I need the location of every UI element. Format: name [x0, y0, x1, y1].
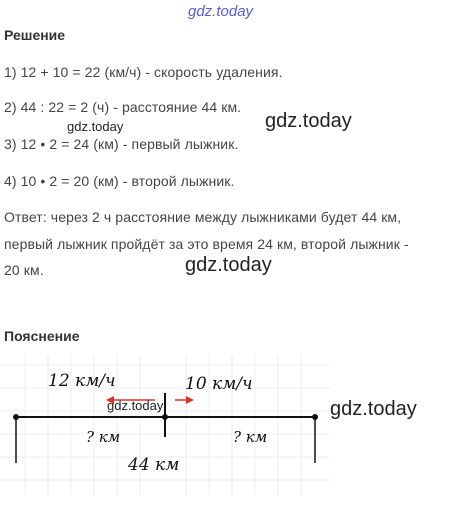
distance-left-label: ? км — [86, 428, 121, 446]
watermark-right: gdz.today — [265, 110, 352, 132]
speed-right-label: 10 км/ч — [185, 374, 253, 394]
solution-step-4: 4) 10 • 2 = 20 (км) - второй лыжник. — [4, 173, 235, 189]
solution-step-2: 2) 44 : 22 = 2 (ч) - расстояние 44 км. — [4, 99, 242, 115]
watermark-center: gdz.today — [185, 254, 272, 276]
solution-step-3: 3) 12 • 2 = 24 (км) - первый лыжник. — [4, 136, 239, 152]
speed-left-label: 12 км/ч — [48, 371, 116, 391]
total-distance-label: 44 км — [128, 455, 180, 475]
answer-line-3: 20 км. — [4, 262, 44, 278]
solution-step-1: 1) 12 + 10 = 22 (км/ч) - скорость удаления. — [4, 64, 283, 80]
watermark-inline: gdz.today — [67, 119, 124, 134]
answer-line-1: Ответ: через 2 ч расстояние между лыжниками будет 44 км, — [4, 209, 402, 225]
arrow-right-head — [186, 396, 194, 404]
diagram-watermark-right: gdz.today — [330, 398, 417, 420]
watermark-top: gdz.today — [188, 3, 254, 20]
distance-right-label: ? км — [233, 428, 268, 446]
solution-heading: Решение — [4, 27, 66, 43]
explanation-heading: Пояснение — [4, 328, 80, 344]
answer-line-2: первый лыжник пройдёт за это время 24 км, второй лыжник - — [4, 236, 409, 252]
diagram-watermark-inline: gdz.today — [107, 398, 164, 413]
